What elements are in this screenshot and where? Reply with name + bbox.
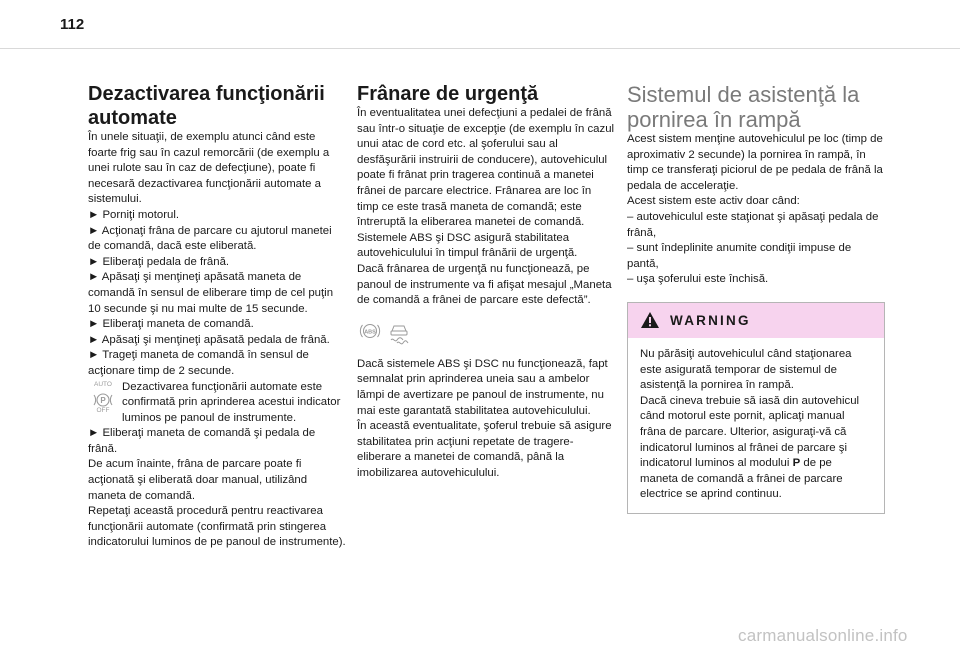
paragraph-hill-start-intro: Acest sistem menţine autovehiculul pe loc (timp de aproximativ 2 secunde) la pornirea în rampă, în timp ce transferaţi piciorul de pe pedala de frână la pedala de acceleraţie. <box>627 133 883 192</box>
section-title-auto-deactivation: Dezactivarea funcţionării automate <box>88 83 325 129</box>
condition-door-closed: – uşa şoferului este închisă. <box>627 273 769 286</box>
abs-warning-icon <box>359 321 381 341</box>
paragraph-emergency-intro: În eventualitatea unei defecţiuni a pedalei de frână sau într-o situaţie de excepţie (de exemplu în cazul unui atac de cord etc. al şoferului sau al desfăşurării instruirii de conducere), autovehiculul poate fi frânat prin tragerea continuă a manetei frânei de parcare electrice. Frânarea are loc în timp ce este trasă maneta de comandă; este întreruptă la eliberarea manetei de comandă. <box>357 107 615 229</box>
paragraph-emergency-fault-message: Dacă frânarea de urgenţă nu funcţionează, pe panoul de instrumente va fi afişat mesajul „Maneta de comandă a frânei de parcare este defectă”. <box>357 262 612 307</box>
paragraph-abs-dsc-stability: Sistemele ABS şi DSC asigură stabilitatea autovehiculului în timpul frânării de urgenţă. <box>357 231 578 260</box>
warning-text-leave-vehicle: Nu părăsiţi autovehiculul când staţionarea este asigurată temporar de sistemul de asistenţă la pornirea în rampă. <box>640 347 852 392</box>
p-mode-label: P <box>792 457 801 470</box>
paragraph-manual-only: De acum înainte, frâna de parcare poate fi acţionată şi eliberată doar manual, utilizând maneta de comandă. <box>88 458 308 502</box>
paragraph-abs-dsc-failure: Dacă sistemele ABS şi DSC nu funcţionează, fapt semnalat prin aprinderea uneia sau a ambelor lămpi de avertizare pe panoul de instrumente, nu mai este garantată stabilitatea autovehiculului. <box>357 357 608 417</box>
icon-label-off: OFF <box>96 406 110 412</box>
step-pull-control-lever: ► Trageţi maneta de comandă în sensul de acţionare timp de 2 secunde. <box>88 349 309 377</box>
warning-lamp-icons <box>359 321 615 345</box>
column-auto-deactivation <box>88 82 346 551</box>
step-start-engine: ► Porniţi motorul. <box>88 208 180 221</box>
warning-text-apply-brake <box>640 394 872 503</box>
warning-triangle-icon <box>640 311 660 329</box>
paragraph-intro: În unele situaţii, de exemplu atunci când este foarte frig sau în cazul remorcării (de exemplu a unei rulote sau în caz de defecţiune), poate fi necesară dezactivarea funcţionării automate a sistemului. <box>88 131 330 206</box>
abs-icon-label: ABS <box>364 329 376 336</box>
indicator-confirmation-text: Dezactivarea funcţionării automate este confirmată prin aprinderea acestui indicator luminos pe panoul de instrumente. <box>122 380 341 424</box>
step-press-brake-pedal: ► Apăsaţi şi menţineţi apăsată pedala de frână. <box>88 333 330 346</box>
condition-slope: – sunt îndeplinite anumite condiţii impuse de pantă, <box>627 242 852 270</box>
dsc-warning-icon <box>387 321 411 345</box>
column-hill-start-assist <box>627 82 885 514</box>
step-hold-control-lever: ► Apăsaţi şi menţineţi apăsată maneta de comandă în sensul de eliberare timp de cel puţin 10 secunde şi nu mai multe de 15 secunde. <box>88 271 334 315</box>
page-number: 112 <box>60 16 85 33</box>
step-release-control-lever: ► Eliberaţi maneta de comandă. <box>88 318 254 331</box>
paragraph-reactivate: Repetaţi această procedură pentru reactivarea funcţionării automate (confirmată prin stingerea indicatorului luminos de pe panoul de instrumente). <box>88 505 346 549</box>
column-emergency-braking <box>357 82 615 481</box>
watermark: carmanualsonline.info <box>738 626 908 645</box>
warning-body <box>628 338 884 513</box>
icon-label-p: P <box>100 395 106 405</box>
header-divider <box>0 48 960 49</box>
warning-header <box>628 303 884 338</box>
auto-off-indicator-note <box>88 380 346 427</box>
auto-park-off-icon <box>88 380 118 412</box>
section-title-hill-start-assist: Sistemul de asistenţă la pornirea în rampă <box>627 82 860 132</box>
warning-title: WARNING <box>670 312 751 328</box>
section-title-emergency-braking: Frânare de urgenţă <box>357 83 539 105</box>
paragraph-active-conditions: Acest sistem este activ doar când: <box>627 195 800 208</box>
icon-label-auto: AUTO <box>94 380 112 388</box>
condition-stationary: – autovehiculul este staţionat şi apăsaţi pedala de frână, <box>627 210 879 239</box>
paragraph-driver-action: În această eventualitate, şoferul trebuie să asigure stabilitatea prin acţiuni repetate de tragere-eliberare a manetei de comandă, până la imobilizarea autovehiculului. <box>357 420 612 479</box>
warning-text-part-1: Dacă cineva trebuie să iasă din autovehicul când motorul este pornit, aplicaţi manual frâna de parcare. Ulterior, asiguraţi-vă că indicatorul luminos al frânei de parcare şi indicatorul luminos al modului <box>640 394 860 470</box>
step-release-lever-and-pedal: ► Eliberaţi maneta de comandă şi pedala de frână. <box>88 427 316 455</box>
step-apply-parking-brake: ► Acţionaţi frâna de parcare cu ajutorul manetei de comandă, dacă este eliberată. <box>88 224 332 253</box>
warning-text-part-2: de pe maneta de comandă a frânei de parcare electrice se aprind continuu. <box>640 457 843 501</box>
warning-box <box>627 302 885 514</box>
step-release-brake-pedal: ► Eliberaţi pedala de frână. <box>88 255 230 268</box>
